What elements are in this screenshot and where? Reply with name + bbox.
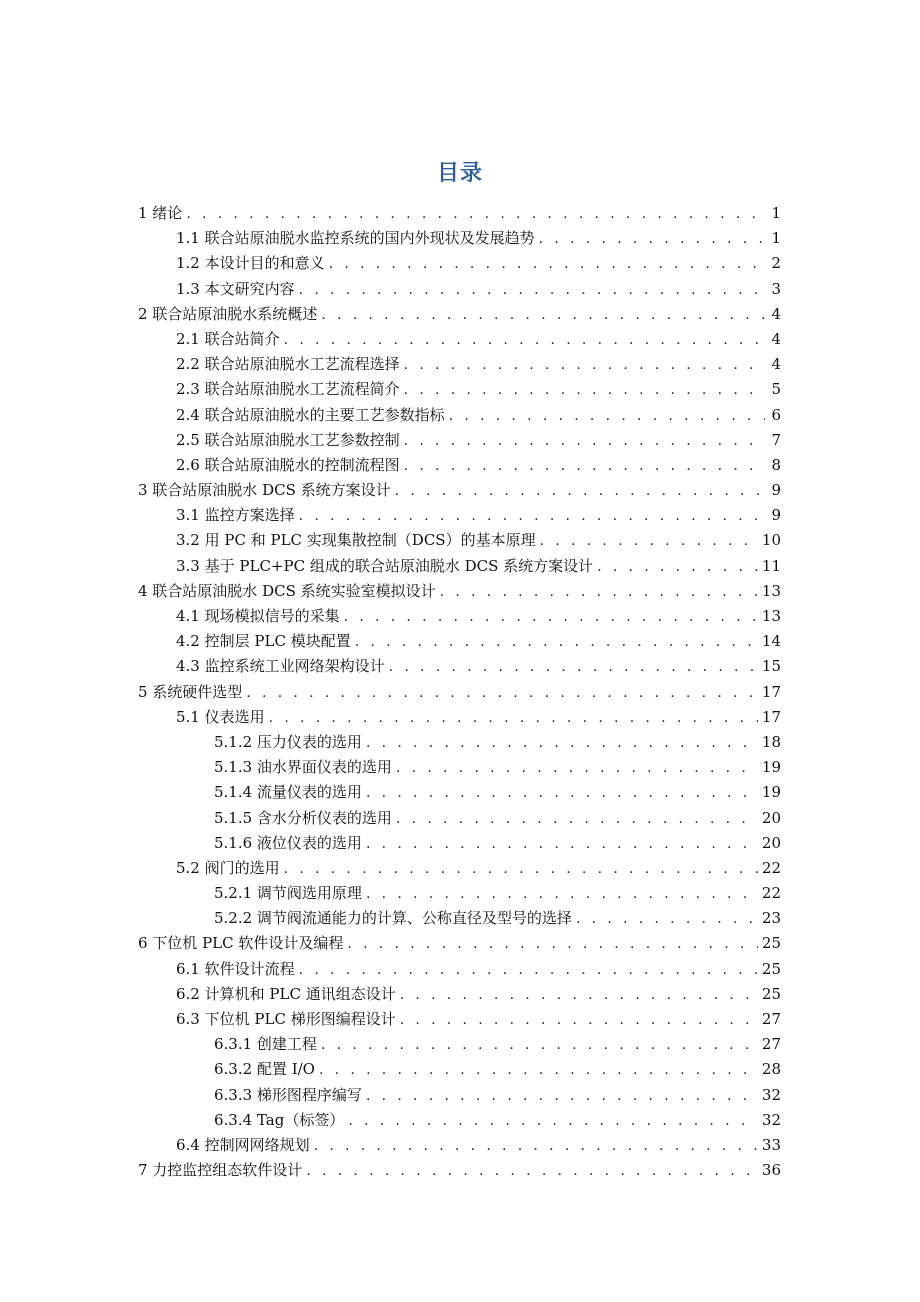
toc-entry[interactable] — [138, 554, 781, 579]
toc-dot-leader — [344, 605, 758, 630]
toc-dot-leader — [269, 706, 758, 731]
toc-entry[interactable] — [138, 654, 781, 679]
table-of-contents — [138, 201, 781, 1183]
toc-dot-leader — [246, 681, 758, 706]
toc-entry-title: 3.1 监控方案选择 — [176, 506, 295, 525]
toc-entry[interactable] — [138, 604, 781, 629]
toc-entry-page-number: 4 — [771, 304, 781, 323]
toc-entry[interactable] — [138, 327, 781, 352]
toc-entry-page-number: 3 — [771, 279, 781, 298]
toc-entry-page-number: 10 — [761, 531, 781, 550]
toc-entry-title: 2.1 联合站简介 — [176, 329, 280, 348]
toc-entry[interactable] — [138, 251, 781, 276]
toc-entry[interactable] — [138, 428, 781, 453]
toc-entry-page-number: 36 — [761, 1161, 781, 1180]
toc-dot-leader — [299, 958, 758, 983]
toc-entry[interactable] — [138, 377, 781, 402]
toc-dot-leader — [366, 781, 758, 806]
toc-entry-title: 6.2 计算机和 PLC 通讯组态设计 — [176, 984, 396, 1003]
toc-dot-leader — [440, 580, 758, 605]
toc-entry-title: 5.1.2 压力仪表的选用 — [214, 732, 362, 751]
toc-entry-page-number: 17 — [761, 682, 781, 701]
toc-entry[interactable] — [138, 931, 781, 956]
toc-dot-leader — [395, 479, 765, 504]
toc-entry-page-number: 1 — [771, 229, 781, 248]
toc-entry[interactable] — [138, 755, 781, 780]
toc-entry[interactable] — [138, 982, 781, 1007]
toc-entry-title: 6.1 软件设计流程 — [176, 959, 295, 978]
toc-entry-page-number: 20 — [761, 833, 781, 852]
toc-entry-title: 1.1 联合站原油脱水监控系统的国内外现状及发展趋势 — [176, 229, 535, 248]
toc-entry[interactable] — [138, 730, 781, 755]
toc-dot-leader — [347, 932, 758, 957]
toc-dot-leader — [404, 454, 765, 479]
toc-entry-title: 1.3 本文研究内容 — [176, 279, 295, 298]
toc-entry-page-number: 7 — [771, 430, 781, 449]
toc-entry-page-number: 18 — [761, 732, 781, 751]
toc-entry-title: 5.2 阀门的选用 — [176, 858, 280, 877]
toc-dot-leader — [597, 555, 758, 580]
toc-entry-page-number: 6 — [771, 405, 781, 424]
toc-entry-title: 3.3 基于 PLC+PC 组成的联合站原油脱水 DCS 系统方案设计 — [176, 556, 594, 575]
toc-entry-page-number: 22 — [761, 884, 781, 903]
toc-entry-title: 5.1.6 液位仪表的选用 — [214, 833, 362, 852]
toc-entry[interactable] — [138, 1057, 781, 1082]
toc-entry[interactable] — [138, 906, 781, 931]
toc-entry[interactable] — [138, 1108, 781, 1133]
toc-entry[interactable] — [138, 403, 781, 428]
toc-entry-title: 2.5 联合站原油脱水工艺参数控制 — [176, 430, 400, 449]
toc-dot-leader — [396, 807, 758, 832]
toc-entry-title: 1.2 本设计目的和意义 — [176, 254, 325, 273]
toc-entry[interactable] — [138, 1032, 781, 1057]
toc-entry-page-number: 17 — [761, 707, 781, 726]
toc-entry-title: 2 联合站原油脱水系统概述 — [138, 304, 318, 323]
toc-entry-page-number: 27 — [761, 1010, 781, 1028]
toc-dot-leader — [299, 278, 765, 303]
toc-dot-leader — [348, 1109, 758, 1134]
toc-entry-title: 4.3 监控系统工业网络架构设计 — [176, 657, 385, 676]
toc-dot-leader — [389, 655, 758, 680]
toc-entry[interactable] — [138, 957, 781, 982]
toc-dot-leader — [576, 907, 758, 932]
toc-dot-leader — [314, 1134, 758, 1159]
toc-entry[interactable] — [138, 780, 781, 805]
toc-dot-leader — [400, 1008, 758, 1033]
toc-entry[interactable] — [138, 1158, 781, 1183]
toc-entry-title: 5.2.2 调节阀流通能力的计算、公称直径及型号的选择 — [214, 909, 572, 928]
toc-entry-title: 4.1 现场模拟信号的采集 — [176, 607, 340, 625]
toc-entry[interactable] — [138, 629, 781, 654]
toc-dot-leader — [404, 378, 765, 403]
toc-entry-title: 1 绪论 — [138, 204, 183, 222]
toc-entry-title: 5.1.4 流量仪表的选用 — [214, 783, 362, 802]
toc-entry[interactable] — [138, 352, 781, 377]
toc-entry[interactable] — [138, 201, 781, 226]
toc-entry-page-number: 22 — [761, 858, 781, 877]
toc-entry-page-number: 28 — [761, 1060, 781, 1079]
toc-entry[interactable] — [138, 528, 781, 553]
toc-entry-title: 5 系统硬件选型 — [138, 682, 243, 701]
toc-dot-leader — [321, 303, 765, 328]
toc-entry-title: 6.3.4 Tag（标签） — [214, 1110, 345, 1129]
toc-dot-leader — [329, 252, 765, 277]
toc-entry-page-number: 15 — [761, 657, 781, 676]
toc-entry[interactable] — [138, 806, 781, 831]
toc-dot-leader — [366, 882, 758, 907]
toc-dot-leader — [186, 202, 765, 227]
toc-dot-leader — [404, 353, 765, 378]
toc-entry-page-number: 20 — [761, 808, 781, 827]
toc-entry-title: 5.1 仪表选用 — [176, 707, 265, 726]
toc-entry[interactable] — [138, 503, 781, 528]
toc-dot-leader — [321, 1033, 758, 1058]
toc-entry-page-number: 8 — [771, 455, 781, 474]
toc-dot-leader — [284, 857, 758, 882]
toc-dot-leader — [400, 983, 758, 1008]
toc-entry-title: 7 力控监控组态软件设计 — [138, 1161, 303, 1180]
toc-entry-title: 5.2.1 调节阀选用原理 — [214, 884, 362, 903]
toc-entry-page-number: 32 — [761, 1085, 781, 1104]
toc-entry[interactable] — [138, 881, 781, 906]
toc-entry-page-number: 19 — [761, 758, 781, 777]
toc-entry-title: 2.2 联合站原油脱水工艺流程选择 — [176, 355, 400, 374]
toc-entry-page-number: 32 — [761, 1110, 781, 1129]
toc-entry-title: 5.1.3 油水界面仪表的选用 — [214, 758, 392, 777]
toc-entry[interactable] — [138, 579, 781, 604]
toc-dot-leader — [366, 832, 758, 857]
toc-entry[interactable] — [138, 453, 781, 478]
toc-dot-leader — [366, 731, 758, 756]
toc-entry-page-number: 25 — [761, 984, 781, 1003]
toc-dot-leader — [355, 630, 758, 655]
toc-entry-page-number: 9 — [771, 506, 781, 525]
toc-entry-page-number: 9 — [771, 481, 781, 500]
toc-entry-page-number: 23 — [761, 909, 781, 928]
toc-entry-title: 6.3.2 配置 I/O — [214, 1060, 315, 1079]
toc-entry-title: 6.3.1 创建工程 — [214, 1035, 317, 1054]
toc-entry-page-number: 4 — [771, 355, 781, 374]
toc-entry-title: 4 联合站原油脱水 DCS 系统实验室模拟设计 — [138, 581, 436, 600]
toc-entry-title: 3 联合站原油脱水 DCS 系统方案设计 — [138, 481, 391, 500]
toc-entry-page-number: 19 — [761, 783, 781, 802]
toc-entry-page-number: 13 — [761, 581, 781, 600]
toc-entry-title: 2.4 联合站原油脱水的主要工艺参数指标 — [176, 405, 445, 424]
toc-entry[interactable] — [138, 277, 781, 302]
toc-entry-title: 6 下位机 PLC 软件设计及编程 — [138, 934, 344, 953]
toc-dot-leader — [396, 756, 758, 781]
toc-entry-page-number: 4 — [771, 329, 781, 348]
toc-entry-page-number: 25 — [761, 934, 781, 953]
toc-entry-title: 2.3 联合站原油脱水工艺流程简介 — [176, 380, 400, 399]
toc-dot-leader — [539, 227, 765, 252]
toc-dot-leader — [449, 404, 765, 429]
toc-entry-page-number: 33 — [761, 1135, 781, 1154]
toc-entry[interactable] — [138, 831, 781, 856]
toc-title: 目录 — [436, 160, 483, 186]
toc-dot-leader — [299, 504, 765, 529]
toc-entry-title: 2.6 联合站原油脱水的控制流程图 — [176, 455, 400, 474]
toc-entry-page-number: 14 — [761, 632, 781, 651]
toc-entry-page-number: 13 — [761, 607, 781, 625]
toc-entry[interactable] — [138, 1007, 781, 1032]
toc-entry-page-number: 27 — [761, 1035, 781, 1054]
toc-entry-title: 6.3.3 梯形图程序编写 — [214, 1085, 362, 1104]
toc-dot-leader — [404, 429, 765, 454]
toc-entry[interactable] — [138, 478, 781, 503]
toc-entry[interactable] — [138, 302, 781, 327]
toc-dot-leader — [306, 1159, 758, 1184]
toc-entry[interactable] — [138, 1133, 781, 1158]
toc-entry[interactable] — [138, 226, 781, 251]
toc-entry[interactable] — [138, 680, 781, 705]
toc-entry[interactable] — [138, 856, 781, 881]
toc-entry-title: 6.3 下位机 PLC 梯形图编程设计 — [176, 1010, 396, 1028]
toc-entry-title: 4.2 控制层 PLC 模块配置 — [176, 632, 351, 651]
toc-dot-leader — [284, 328, 765, 353]
toc-entry[interactable] — [138, 1083, 781, 1108]
toc-dot-leader — [366, 1084, 758, 1109]
toc-dot-leader — [540, 529, 758, 554]
toc-entry[interactable] — [138, 705, 781, 730]
toc-entry-title: 6.4 控制网网络规划 — [176, 1135, 310, 1154]
toc-entry-page-number: 2 — [771, 254, 781, 273]
toc-entry-title: 3.2 用 PC 和 PLC 实现集散控制（DCS）的基本原理 — [176, 531, 536, 550]
toc-entry-title: 5.1.5 含水分析仪表的选用 — [214, 808, 392, 827]
toc-entry-page-number: 1 — [771, 204, 781, 222]
toc-entry-page-number: 11 — [761, 556, 781, 575]
toc-entry-page-number: 5 — [771, 380, 781, 399]
toc-dot-leader — [319, 1058, 758, 1083]
toc-entry-page-number: 25 — [761, 959, 781, 978]
